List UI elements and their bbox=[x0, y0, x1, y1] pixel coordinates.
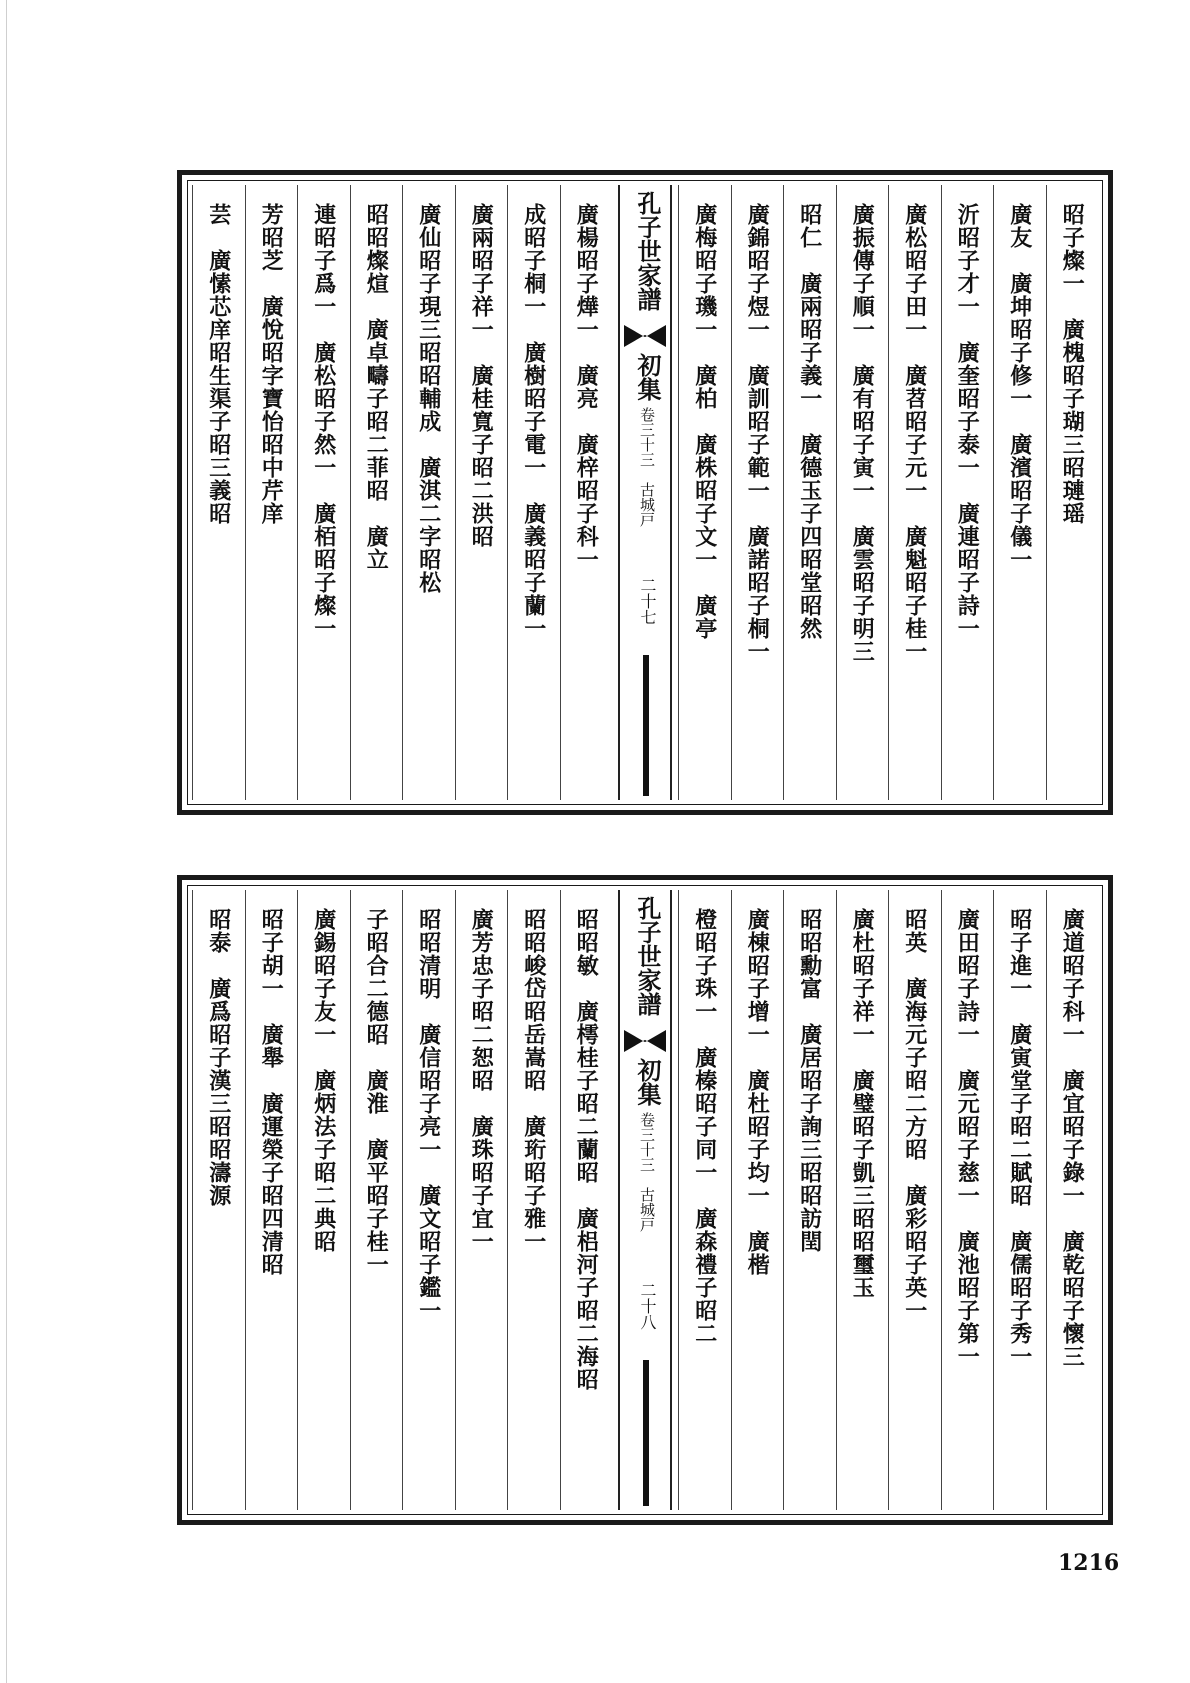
column-text: 廣仙昭子現三昭昭輔成 廣淇二字昭松 bbox=[415, 203, 442, 594]
text-column bbox=[888, 890, 941, 1510]
page-number: 1216 bbox=[1058, 1550, 1120, 1576]
column-text: 昭昭燦煊 廣卓疇子昭二菲昭 廣立 bbox=[363, 203, 390, 571]
column-text: 昭仁 廣兩昭子義一 廣德玉子四昭堂昭然 bbox=[796, 203, 823, 640]
book-subtitle: 初集 bbox=[633, 353, 662, 401]
text-column bbox=[783, 890, 836, 1510]
text-column bbox=[245, 890, 298, 1510]
text-column bbox=[1046, 185, 1099, 800]
text-column bbox=[836, 890, 889, 1510]
column-text: 廣田昭子詩一 廣元昭子慈一 廣池昭子第一 bbox=[954, 908, 981, 1368]
column-text: 昭子胡一 廣舉 廣運榮子昭四清昭 bbox=[258, 908, 285, 1276]
right-half-columns bbox=[678, 890, 1098, 1510]
center-gutter bbox=[618, 890, 672, 1510]
book-title: 孔子世家譜 bbox=[633, 896, 662, 1016]
column-text: 廣錫昭子友一 廣炳法子昭二典昭 bbox=[310, 908, 337, 1253]
genealogy-page-bottom bbox=[177, 875, 1113, 1525]
column-text: 連昭子爲一 廣松昭子然一 廣栢昭子燦一 bbox=[310, 203, 337, 640]
text-column bbox=[455, 890, 508, 1510]
column-text: 昭泰 廣爲昭子漢三昭昭濤源 bbox=[205, 908, 232, 1207]
text-column bbox=[941, 185, 994, 800]
column-text: 橙昭子珠一 廣榛昭子同一 廣森禮子昭二 bbox=[691, 908, 718, 1345]
column-text: 成昭子桐一 廣樹昭子電一 廣義昭子蘭一 bbox=[520, 203, 547, 640]
text-column bbox=[297, 185, 350, 800]
text-column bbox=[507, 185, 560, 800]
column-text: 廣友 廣坤昭子修一 廣濱昭子儀一 bbox=[1006, 203, 1033, 571]
text-column bbox=[560, 185, 613, 800]
column-text: 廣棟昭子增一 廣杜昭子均一 廣楷 bbox=[744, 908, 771, 1276]
column-text: 子昭合二德昭 廣淮 廣平昭子桂一 bbox=[363, 908, 390, 1276]
text-column bbox=[455, 185, 508, 800]
scan-edge-line bbox=[6, 0, 7, 1683]
text-column bbox=[507, 890, 560, 1510]
page-label: 二十七 bbox=[638, 577, 657, 625]
column-text: 廣振傳子順一 廣有昭子寅一 廣雲昭子明三 bbox=[849, 203, 876, 663]
column-text: 廣杜昭子祥一 廣璧昭子凱三昭昭璽玉 bbox=[849, 908, 876, 1299]
column-text: 昭英 廣海元子昭二方昭 廣彩昭子英一 bbox=[901, 908, 928, 1322]
text-column bbox=[836, 185, 889, 800]
text-column bbox=[888, 185, 941, 800]
column-text: 芳昭芝 廣悅昭字寶怡昭中芹庠 bbox=[258, 203, 285, 525]
left-half-columns bbox=[192, 890, 612, 1510]
column-text: 昭昭清明 廣信昭子亮一 廣文昭子鑑一 bbox=[415, 908, 442, 1322]
text-column bbox=[941, 890, 994, 1510]
text-column bbox=[350, 890, 403, 1510]
text-column bbox=[731, 185, 784, 800]
text-column bbox=[678, 890, 731, 1510]
column-text: 廣兩昭子祥一 廣桂寬子昭二洪昭 bbox=[468, 203, 495, 548]
column-text: 廣錦昭子煜一 廣訓昭子範一 廣諾昭子桐一 bbox=[744, 203, 771, 663]
text-column bbox=[350, 185, 403, 800]
text-column bbox=[678, 185, 731, 800]
page-label: 二十八 bbox=[638, 1282, 657, 1330]
column-text: 昭昭勳富 廣居昭子詢三昭昭訪閏 bbox=[796, 908, 823, 1253]
text-column bbox=[731, 890, 784, 1510]
text-column bbox=[402, 890, 455, 1510]
gutter-bar bbox=[643, 655, 649, 796]
column-text: 昭子燦一 廣槐昭子瑚三昭璉瑶 bbox=[1059, 203, 1086, 525]
column-text: 昭昭峻岱昭岳嵩昭 廣珩昭子雅一 bbox=[520, 908, 547, 1253]
right-half-columns bbox=[678, 185, 1098, 800]
text-column bbox=[783, 185, 836, 800]
text-column bbox=[192, 890, 245, 1510]
text-column bbox=[993, 185, 1046, 800]
fishtail-mark bbox=[624, 1030, 666, 1052]
column-text: 廣松昭子田一 廣苕昭子元一 廣魁昭子桂一 bbox=[901, 203, 928, 663]
left-half-columns bbox=[192, 185, 612, 800]
column-text: 廣芳忠子昭二恕昭 廣珠昭子宜一 bbox=[468, 908, 495, 1253]
text-column bbox=[245, 185, 298, 800]
volume-label: 卷三十三 古城戸 bbox=[638, 407, 656, 527]
gutter-bar bbox=[643, 1360, 649, 1506]
text-column bbox=[192, 185, 245, 800]
center-gutter bbox=[618, 185, 672, 800]
text-column bbox=[297, 890, 350, 1510]
text-column bbox=[1046, 890, 1099, 1510]
column-text: 廣楊昭子燁一 廣亮 廣梓昭子科一 bbox=[573, 203, 600, 571]
column-text: 芸 廣愫芯庠昭生渠子昭三義昭 bbox=[205, 203, 232, 525]
column-text: 廣道昭子科一 廣宜昭子錄一 廣乾昭子懷三 bbox=[1059, 908, 1086, 1368]
fishtail-mark bbox=[624, 325, 666, 347]
genealogy-page-top bbox=[177, 170, 1113, 815]
text-column bbox=[402, 185, 455, 800]
text-column bbox=[993, 890, 1046, 1510]
column-text: 廣梅昭子璣一 廣柏 廣株昭子文一 廣亭 bbox=[691, 203, 718, 640]
book-title: 孔子世家譜 bbox=[633, 191, 662, 311]
text-column bbox=[560, 890, 613, 1510]
column-text: 昭子進一 廣寅堂子昭二賦昭 廣儒昭子秀一 bbox=[1006, 908, 1033, 1368]
book-subtitle: 初集 bbox=[633, 1058, 662, 1106]
column-text: 昭昭敏 廣樗桂子昭二蘭昭 廣梠河子昭二海昭 bbox=[573, 908, 600, 1391]
volume-label: 卷三十三 古城戸 bbox=[638, 1112, 656, 1232]
column-text: 沂昭子才一 廣奎昭子泰一 廣連昭子詩一 bbox=[954, 203, 981, 640]
